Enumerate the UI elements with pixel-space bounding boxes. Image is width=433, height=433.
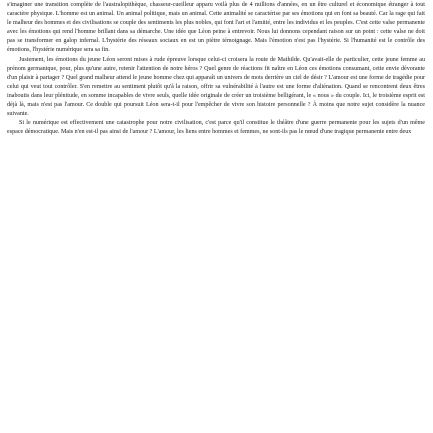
paragraph-intro: s'imaginer une transition complète de l'australopithèque, chasseur-cueilleur apparu voilà plus de 4 millions d'années, en un être culturel et économique étranger à tout caractère physique. L'homme est un animal. Un animal politique, mais un animal. Cette animalité se caractérise par ses émotions qui en font sa beauté. Car la rage qui fait le malheur des hommes et des civilisations se couple des sentiments les plus nobles, qui font l'art et l'amitié, entre les individus et les peuples. C'est cette valse permanente avec les émotions qui rend l'homme brillant dans sa démarche. Une idée que Léon peine à entrevoir. Nous lui donnons cependant raison sur un point : cette valse ne doit pas se transformer en galop infernal. L'hystérie des réseaux sociaux en est un piètre témoignage. Mais l'émotion n'est pas l'hystérie. Si l'humanité est le contrôle des émotions, l'hystérie numérique sera sa fin. xyxy=(7,2,425,54)
paragraph-mathilde: Justement, les émotions du jeune Léon seront mises à rude épreuve lorsque celui-ci croisera la route de Mathilde. Qu'avait-elle de particulier, cette jeune femme au prénom germanique, pour, plus qu'une autre, retenir l'attention de notre héros ? Quel genre de réactions fit naître en Léon ces émotions consumant, cette envie dévorante d'un plaisir à partager ? Quel grand malheur attend le jeune homme chez qui apparaît un univers de mots derrière un ciel de désir ? L'amour est une forme de tragédie pour celui qui veut tout contrôler. S'en remettre au sentiment plutôt qu'à la raison, offrir sa vulnérabilité à l'autre est une forme d'aliénation. Quand se rencontrent deux êtres inaboutis dans leur plénitude, en somme incapables de vivre seuls, quelle idée originale de créer un troisième belligérant, le « nous » du couple. Ici, le troisième esprit est déjà là, mais n'est pas l'amour. Ce double qui poursuit Léon sera-t-il pour l'empêcher de vivre son histoire personnelle ? À moins que notre sujet considère la nuance suivante. xyxy=(7,56,425,118)
paragraph-numerique: Si le numérique est effectivement une catastrophe pour notre civilisation, c'est parce qu'il constitue le théâtre d'une guerre permanente pour les sujets d'un même espace démocratique. Mais n'en est-il pas ainsi de l'amour ? L'amour, les liens entre hommes et femmes, ne sont-ils pas le nœud d'une tragique permanente entre deux xyxy=(7,120,425,136)
document-page xyxy=(7,1,425,431)
